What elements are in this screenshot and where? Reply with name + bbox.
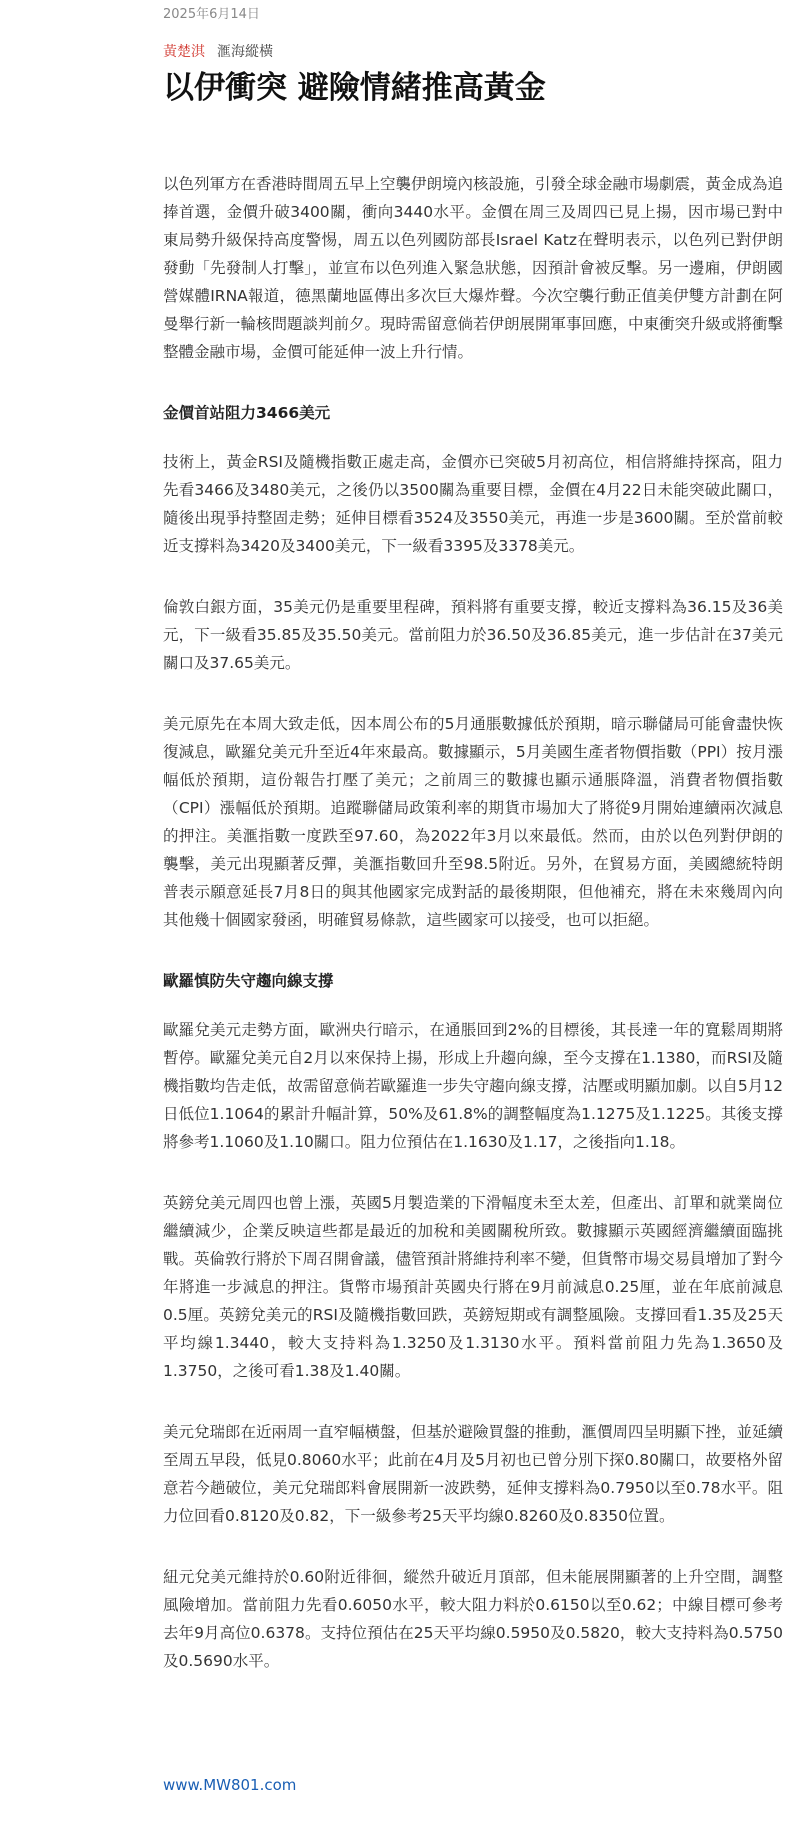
- paragraph-silver: 倫敦白銀方面，35美元仍是重要里程碑，預料將有重要支撐，較近支撐料為36.15及36美元，下一級看35.85及35.50美元。當前阻力於36.50及36.85美元，進一步估計在37美元關口及37.65美元。: [163, 598, 783, 672]
- paragraph-usd: 美元原先在本周大致走低，因本周公布的5月通脹數據低於預期，暗示聯儲局可能會盡快恢復減息，歐羅兌美元升至近4年來最高。數據顯示，5月美國生產者物價指數（PPI）按月漲幅低於預期，這份報告打壓了美元；之前周三的數據也顯示通脹降溫，消費者物價指數（CPI）漲幅低於預期。追蹤聯儲局政策利率的期貨市場加大了將從9月開始連續兩次減息的押注。美滙指數一度跌至97.60，為2022年3月以來最低。然而，由於以色列對伊朗的襲擊，美元出現顯著反彈，美滙指數回升至98.5附近。另外，在貿易方面，美國總統特朗普表示願意延長7月8日的與其他國家完成對話的最後期限，但他補充，將在未來幾周內向其他幾十個國家發函，明確貿易條款，這些國家可以接受，也可以拒絕。: [163, 715, 783, 929]
- author-name[interactable]: 黃楚淇: [163, 44, 205, 60]
- article-body: [163, 170, 783, 1708]
- paragraph-intro: 以色列軍方在香港時間周五早上空襲伊朗境內核設施，引發全球金融市場劇震，黃金成為追捧首選，金價升破3400關，衝向3440水平。金價在周三及周四已見上揚，因市場已對中東局勢升級保持高度警惕，周五以色列國防部長Israel Katz在聲明表示，以色列已對伊朗發動「先發制人打擊」，並宣布以色列進入緊急狀態，因預計會被反擊。另一邊廂，伊朗國營媒體IRNA報道，德黑蘭地區傳出多次巨大爆炸聲。今次空襲行動正值美伊雙方計劃在阿曼舉行新一輪核問題談判前夕。現時需留意倘若伊朗展開軍事回應，中東衝突升級或將衝擊整體金融市場，金價可能延伸一波上升行情。: [163, 175, 784, 361]
- paragraph-chf: 美元兌瑞郎在近兩周一直窄幅橫盤，但基於避險買盤的推動，滙價周四呈明顯下挫，並延續至周五早段，低見0.8060水平；此前在4月及5月初也已曾分別下探0.80關口，故要格外留意若今趟破位，美元兌瑞郎料會展開新一波跌勢，延伸支撐料為0.7950以至0.78水平。阻力位回看0.8120及0.82，下一級參考25天平均線0.8260及0.8350位置。: [163, 1423, 784, 1525]
- subheading-gold: 金價首站阻力3466美元: [163, 404, 331, 422]
- column-name: 滙海縱橫: [217, 44, 273, 60]
- publish-date: 2025年6月14日: [163, 7, 260, 22]
- paragraph-gbp: 英鎊兌美元周四也曾上漲，英國5月製造業的下滑幅度未至太差，但產出、訂單和就業崗位繼續減少，企業反映這些都是最近的加稅和美國關稅所致。數據顯示英國經濟繼續面臨挑戰。英倫敦行將於下周召開會議，儘管預計將維持利率不變，但貨幣市場交易員增加了對今年將進一步減息的押注。貨幣市場預計英國央行將在9月前減息0.25厘，並在年底前減息0.5厘。英鎊兌美元的RSI及隨機指數回跌，英鎊短期或有調整風險。支撐回看1.35及25天平均線1.3440，較大支持料為1.3250及1.3130水平。預料當前阻力先為1.3650及1.3750，之後可看1.38及1.40關。: [163, 1194, 784, 1380]
- site-link[interactable]: www.MW801.com: [163, 1776, 297, 1794]
- paragraph-euro: 歐羅兌美元走勢方面，歐洲央行暗示，在通脹回到2%的目標後，其長達一年的寬鬆周期將暫停。歐羅兌美元自2月以來保持上揚，形成上升趨向線，至今支撐在1.1380，而RSI及隨機指數均告走低，故需留意倘若歐羅進一步失守趨向線支撐，沽壓或明顯加劇。以自5月12日低位1.1064的累計升幅計算，50%及61.8%的調整幅度為1.1275及1.1225。其後支撐將參考1.1060及1.10關口。阻力位預估在1.1630及1.17，之後指向1.18。: [163, 1021, 783, 1151]
- article-title: 以伊衝突 避險情緒推高黃金: [163, 70, 546, 106]
- byline: [163, 42, 273, 62]
- paragraph-gold-technical: 技術上，黃金RSI及隨機指數正處走高，金價亦已突破5月初高位，相信將維持探高，阻力先看3466及3480美元，之後仍以3500關為重要目標，金價在4月22日未能突破此關口，隨後出現爭持整固走勢；延伸目標看3524及3550美元，再進一步是3600關。至於當前較近支撐料為3420及3400美元，下一級看3395及3378美元。: [163, 453, 783, 555]
- paragraph-nzd: 紐元兌美元維持於0.60附近徘徊，縱然升破近月頂部，但未能展開顯著的上升空間，調整風險增加。當前阻力先看0.6050水平，較大阻力料於0.6150以至0.62；中線目標可參考去年9月高位0.6378。支持位預估在25天平均線0.5950及0.5820，較大支持料為0.5750及0.5690水平。: [163, 1568, 783, 1670]
- subheading-euro: 歐羅慎防失守趨向線支撐: [163, 972, 334, 990]
